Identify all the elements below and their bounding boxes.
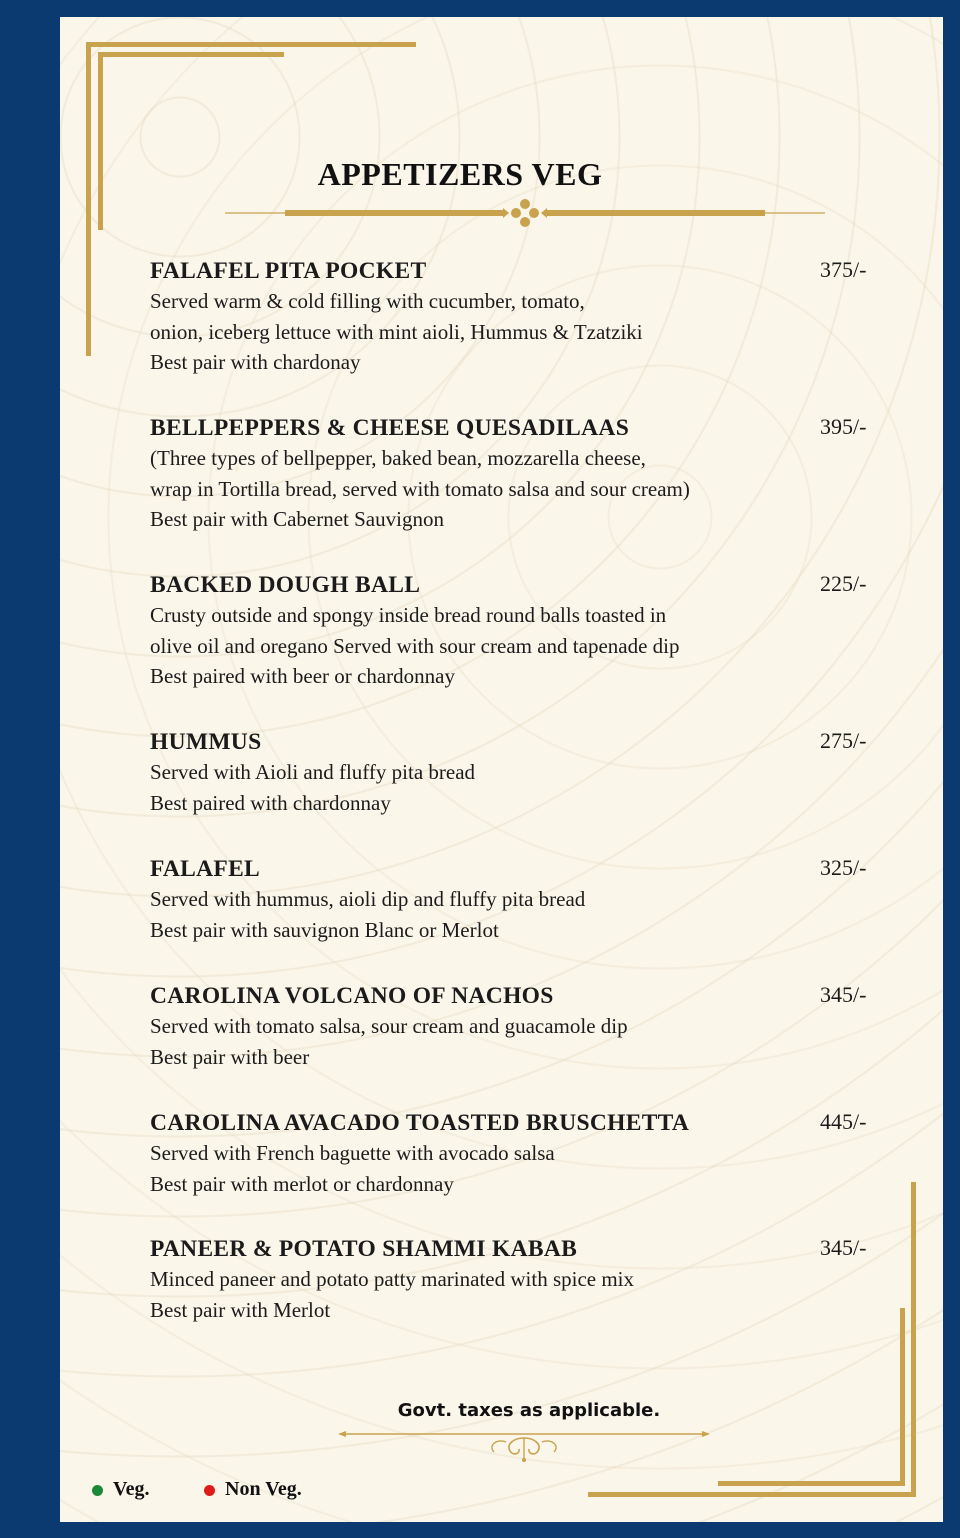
section-title: APPETIZERS VEG: [317, 156, 603, 192]
item-price: 325/-: [820, 855, 867, 880]
corner-line-left-outer: [86, 42, 91, 356]
item-price: 225/-: [820, 571, 867, 596]
item-name: FALAFEL: [150, 856, 261, 882]
menu-item: [150, 413, 890, 535]
corner-line-right-inner: [900, 1308, 905, 1486]
legend-veg-label: Veg.: [113, 1478, 150, 1500]
item-price: 345/-: [820, 982, 867, 1007]
tax-note: Govt. taxes as applicable.: [397, 1400, 661, 1421]
item-name: PANEER & POTATO SHAMMI KABAB: [150, 1236, 578, 1262]
corner-line-bottom-outer: [588, 1492, 916, 1497]
item-description: wrap in Tortilla bread, served with tomato salsa and sour cream): [150, 476, 690, 501]
item-name: HUMMUS: [150, 729, 262, 755]
corner-line-left-inner: [98, 52, 103, 230]
item-description: Served with French baguette with avocado salsa: [150, 1141, 555, 1165]
corner-line-bottom-inner: [718, 1481, 905, 1486]
item-price: 445/-: [820, 1109, 867, 1134]
nonveg-dot-icon: [204, 1485, 215, 1496]
item-pairing: Best pair with chardonay: [150, 350, 361, 374]
menu-item: [150, 981, 890, 1072]
item-pairing: Best pair with Cabernet Sauvignon: [150, 507, 444, 531]
corner-line-top-outer: [86, 42, 416, 47]
corner-line-top-inner: [98, 52, 284, 57]
item-pairing: Best pair with sauvignon Blanc or Merlot: [150, 917, 499, 942]
item-description: onion, iceberg lettuce with mint aioli, Hummus & Tzatziki: [150, 319, 643, 344]
item-price: 395/-: [820, 414, 867, 439]
menu-item: [150, 854, 890, 945]
menu-item: [150, 570, 890, 692]
item-description: (Three types of bellpepper, baked bean, mozzarella cheese,: [150, 446, 646, 470]
item-description: Crusty outside and spongy inside bread round balls toasted in: [150, 603, 667, 627]
item-name: CAROLINA VOLCANO OF NACHOS: [150, 983, 554, 1009]
item-pairing: Best pair with Merlot: [150, 1297, 331, 1322]
legend-nonveg: [204, 1478, 302, 1501]
item-price: 275/-: [820, 728, 867, 753]
corner-line-right-outer: [911, 1182, 916, 1497]
item-description: Served with tomato salsa, sour cream and guacamole dip: [150, 1014, 628, 1038]
item-name: BELLPEPPERS & CHEESE QUESADILAAS: [150, 415, 630, 441]
legend-veg: [92, 1478, 149, 1501]
legend-nonveg-label: Non Veg.: [225, 1478, 302, 1500]
item-description: Minced paneer and potato patty marinated with spice mix: [150, 1267, 635, 1291]
item-pairing: Best paired with beer or chardonnay: [150, 664, 455, 688]
veg-dot-icon: [92, 1485, 103, 1496]
item-name: FALAFEL PITA POCKET: [150, 258, 427, 284]
menu-item: [150, 1108, 890, 1199]
item-name: BACKED DOUGH BALL: [150, 572, 421, 598]
menu-item: [150, 256, 890, 378]
item-description: Served with hummus, aioli dip and fluffy pita bread: [150, 887, 586, 911]
item-price: 345/-: [820, 1235, 867, 1260]
menu-item: [150, 1234, 890, 1325]
title-divider-ornament: [225, 196, 825, 230]
footer-scroll-ornament: [338, 1424, 710, 1464]
item-price: 375/-: [820, 257, 867, 282]
item-pairing: Best paired with chardonnay: [150, 790, 391, 815]
item-name: CAROLINA AVACADO TOASTED BRUSCHETTA: [150, 1110, 690, 1136]
item-description: Served with Aioli and fluffy pita bread: [150, 760, 476, 784]
item-description: Served warm & cold filling with cucumber, tomato,: [150, 289, 585, 313]
item-description: olive oil and oregano Served with sour cream and tapenade dip: [150, 633, 680, 658]
menu-item: [150, 727, 890, 818]
item-pairing: Best pair with merlot or chardonnay: [150, 1171, 454, 1196]
item-pairing: Best pair with beer: [150, 1044, 310, 1069]
